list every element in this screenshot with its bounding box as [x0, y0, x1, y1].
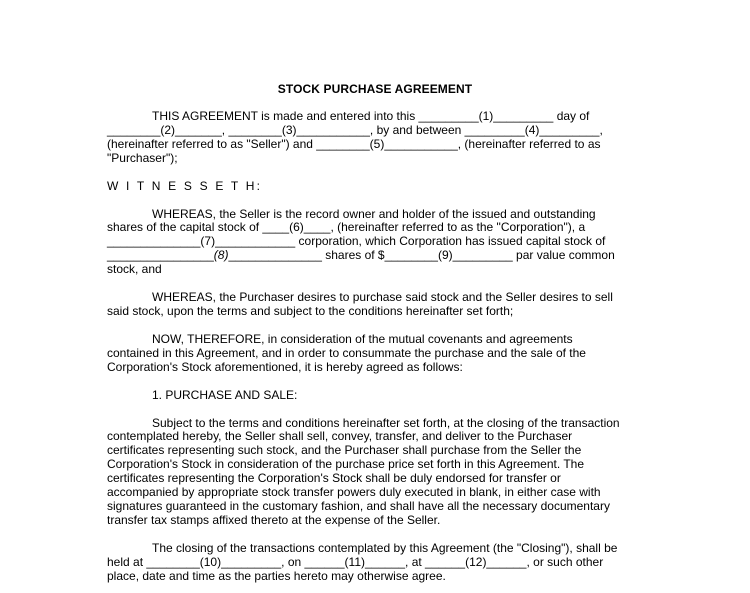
whereas-1-line-4: [107, 249, 643, 263]
intro-line-4: "Purchaser");: [107, 150, 178, 165]
now-therefore-paragraph: [107, 333, 643, 347]
whereas-2-line-2: said stock, upon the terms and subject to the conditions hereinafter set forth;: [107, 303, 514, 318]
section-1-line-4: Corporation's Stock in consideration of the purchase price set forth in this Agreement. The: [107, 457, 584, 472]
section-1-line-8: transfer tax stamps affixed thereto at the expense of the Seller.: [107, 512, 441, 527]
whereas-2-line-1: WHEREAS, the Purchaser desires to purchase said stock and the Seller desires to sell: [152, 290, 613, 305]
section-1-line-7: signatures guaranteed in the customary fashion, and shall have all the necessary documentary: [107, 498, 610, 513]
whereas-1-line-5: stock, and: [107, 262, 162, 277]
now-therefore-line-3: Corporation's Stock aforementioned, it is hereby agreed as follows:: [107, 359, 463, 374]
whereas-1-line-3: ______________(7)____________ corporation, which Corporation has issued capital stock of: [107, 234, 606, 249]
whereas-1-paragraph-cont: [107, 221, 643, 277]
intro-paragraph: [107, 110, 643, 124]
closing-line-1: The closing of the transactions contemplated by this Agreement (the "Closing"), shall be: [152, 540, 618, 555]
now-therefore-line-2: contained in this Agreement, and in order to consummate the purchase and the sale of the: [107, 345, 586, 360]
document-page: [107, 82, 643, 583]
blank-8-label: (8): [213, 248, 229, 263]
blank-8-suffix: ______________ shares of $________(9)_________ par value common: [228, 248, 615, 263]
closing-paragraph-cont: [107, 556, 643, 584]
section-1-line-5: certificates representing the Corporation's Stock shall be duly endorsed for transfer or: [107, 471, 561, 486]
now-therefore-paragraph-cont: [107, 347, 643, 375]
whereas-1-paragraph: [107, 208, 643, 222]
intro-paragraph-cont: [107, 124, 643, 166]
document-title: STOCK PURCHASE AGREEMENT: [277, 82, 473, 96]
section-1-line-3: certificates representing such stock, and the Purchaser shall purchase from the Seller the: [107, 443, 582, 458]
intro-line-3: (hereinafter referred to as "Seller") and ________(5)___________, (hereinafter referred to as: [107, 136, 601, 151]
whereas-1-line-2: shares of the capital stock of ____(6)____, (hereinafter referred to as the "Corporation"), a: [107, 220, 586, 235]
blank-8-prefix: ________________: [107, 248, 214, 263]
closing-line-3: place, date and time as the parties hereto may otherwise agree.: [107, 568, 446, 583]
section-1-heading: 1. PURCHASE AND SALE:: [152, 387, 298, 402]
intro-line-2: ________(2)_______, ________(3)___________, by and between _________(4)_________,: [107, 122, 603, 137]
closing-line-2: held at ________(10)_________, on ______(11)______, at ______(12)______, or such other: [107, 554, 604, 569]
section-1-paragraph: [107, 417, 643, 431]
witnesseth-heading: W I T N E S S E T H:: [107, 178, 263, 193]
whereas-2-paragraph-cont: [107, 305, 643, 319]
intro-line-1: THIS AGREEMENT is made and entered into this _________(1)_________ day of: [152, 109, 590, 123]
now-therefore-line-1: NOW, THEREFORE, in consideration of the mutual covenants and agreements: [152, 331, 573, 346]
section-1-line-6: accompanied by appropriate stock transfer powers duly executed in blank, in either case with: [107, 485, 601, 500]
whereas-2-paragraph: [107, 291, 643, 305]
whereas-1-line-1: WHEREAS, the Seller is the record owner and holder of the issued and outstanding: [152, 206, 596, 221]
section-1-line-1: Subject to the terms and conditions hereinafter set forth, at the closing of the transaction: [152, 415, 620, 430]
section-1-line-2: contemplated hereby, the Seller shall sell, convey, transfer, and deliver to the Purchaser: [107, 429, 573, 444]
section-1-paragraph-cont: [107, 430, 643, 527]
closing-paragraph: [107, 542, 643, 556]
